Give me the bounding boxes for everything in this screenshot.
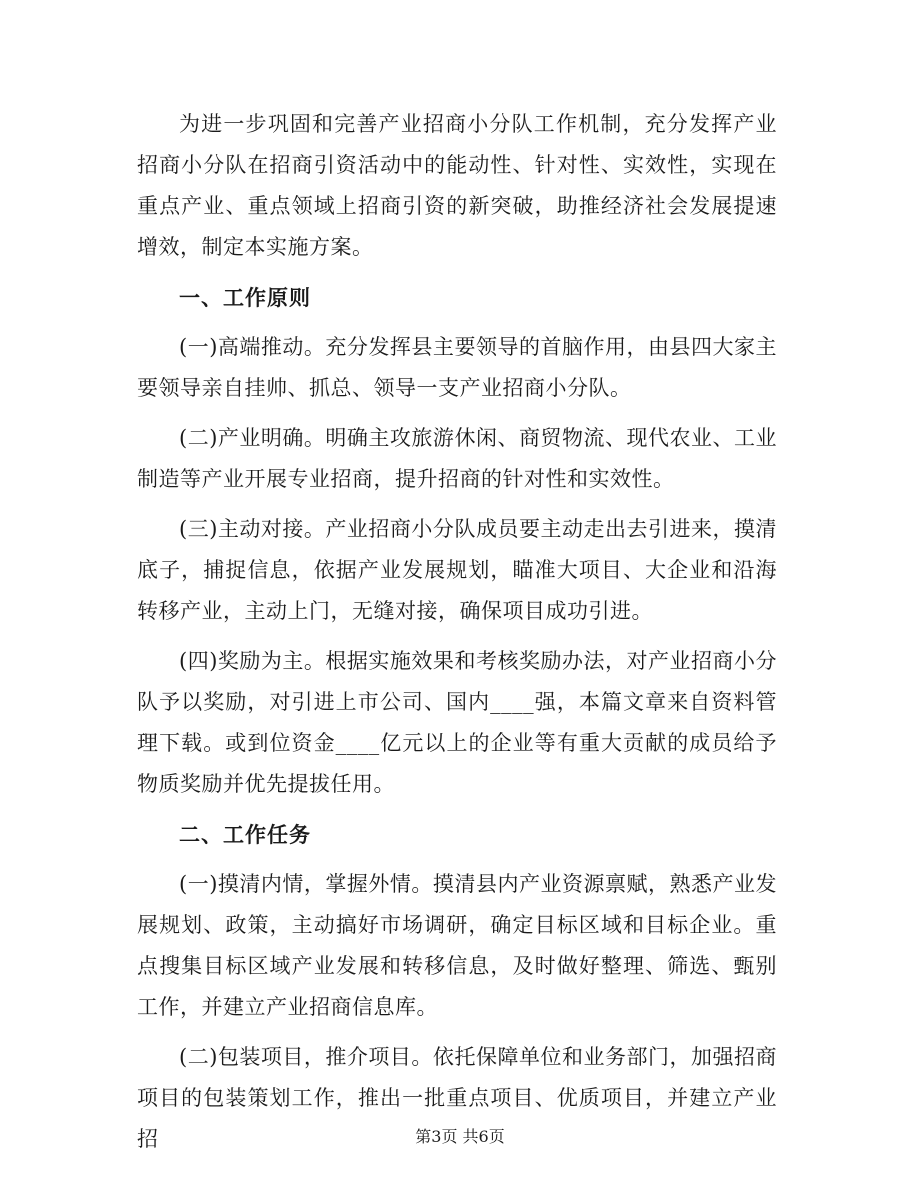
page-number-footer: 第3页 共6页 [415, 1127, 505, 1146]
task-item-2: (二)包装项目，推介项目。依托保障单位和业务部门，加强招商项目的包装策划工作，推出一批重点项目、优质项目，并建立产业招 [137, 1045, 777, 1151]
task-item-1: (一)摸清内情，掌握外情。摸清县内产业资源禀赋，熟悉产业发展规划、政策，主动搞好市场调研，确定目标区域和目标企业。重点搜集目标区域产业发展和转移信息，及时做好整理、筛选、甄别工作，并建立产业招商信息库。 [137, 872, 777, 1019]
document-body [137, 104, 777, 1169]
section-heading-principles: 一、工作原则 [179, 285, 311, 310]
intro-paragraph: 为进一步巩固和完善产业招商小分队工作机制，充分发挥产业招商小分队在招商引资活动中的能动性、针对性、实效性，实现在重点产业、重点领域上招商引资的新突破，助推经济社会发展提速增效，制定本实施方案。 [137, 112, 777, 259]
principle-item-1: (一)高端推动。充分发挥县主要领导的首脑作用，由县四大家主要领导亲自挂帅、抓总、领导一支产业招商小分队。 [137, 335, 777, 400]
principle-item-4: (四)奖励为主。根据实施效果和考核奖励办法，对产业招商小分队予以奖励，对引进上市公司、国内____强，本篇文章来自资料管理下载。或到位资金____亿元以上的企业等有重大贡献的成员给予物质奖励并优先提拔任用。 [137, 649, 777, 796]
principle-item-3: (三)主动对接。产业招商小分队成员要主动走出去引进来，摸清底子，捕捉信息，依据产业发展规划，瞄准大项目、大企业和沿海转移产业，主动上门，无缝对接，确保项目成功引进。 [137, 517, 777, 623]
section-heading-tasks: 二、工作任务 [179, 822, 311, 847]
principle-item-2: (二)产业明确。明确主攻旅游休闲、商贸物流、现代农业、工业制造等产业开展专业招商，提升招商的针对性和实效性。 [137, 426, 777, 491]
